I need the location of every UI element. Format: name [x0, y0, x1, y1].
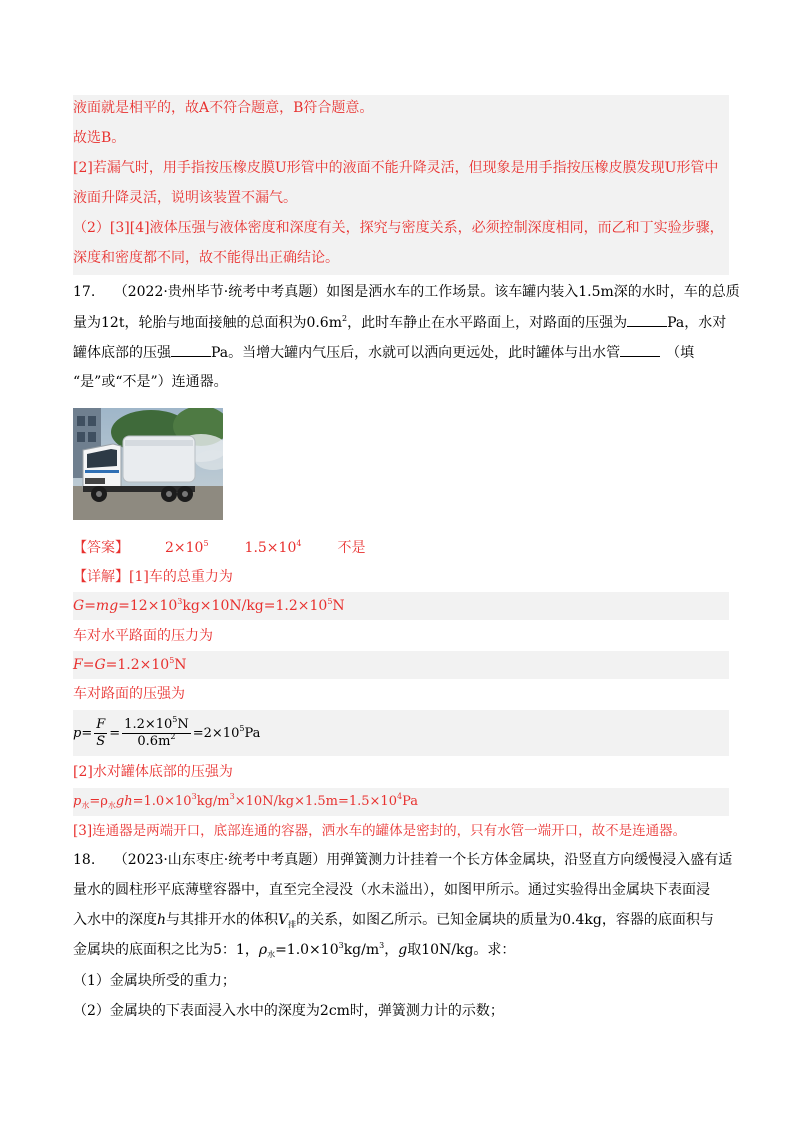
question-text: ，	[384, 942, 399, 958]
detail-line: 车对路面的压强为	[73, 686, 185, 702]
answer-value: 1.5×10	[244, 540, 297, 556]
question-text: ，此时车静止在水平路面上，对路面的压强为	[347, 315, 628, 331]
question-text: kg/m	[343, 942, 380, 958]
question-18-line	[73, 910, 714, 930]
answer-1	[165, 540, 209, 556]
fraction-numerator	[122, 717, 191, 734]
question-number: 18.	[73, 852, 96, 868]
solution-line: 液面就是相平的，故A不符合题意，B符合题意。	[73, 100, 374, 116]
superscript: 3	[177, 597, 183, 606]
formula-text: =12×10	[118, 598, 178, 614]
superscript: 5	[169, 656, 175, 665]
fraction-denominator: S	[96, 734, 106, 749]
answer-label: 【答案】	[73, 540, 129, 556]
formula-text: =	[82, 657, 95, 673]
fraction-denominator	[122, 734, 191, 750]
question-source: （2022·贵州毕节·统考中考真题）	[113, 284, 327, 300]
question-number: 17.	[73, 284, 96, 300]
formula-var: F	[73, 657, 83, 673]
formula-text: 1.2×10	[124, 717, 173, 732]
question-text: 取10N/kg。求：	[407, 942, 516, 958]
question-18-line	[73, 850, 732, 870]
formula-var: G	[73, 598, 85, 614]
formula-text: N	[174, 657, 187, 673]
solution-line: 液面升降灵活，说明该装置不漏气。	[73, 190, 297, 206]
superscript: 2	[170, 732, 176, 741]
question-text: Pa。当增大罐内气压后，水就可以洒向更远处，此时罐体与出水管	[211, 345, 621, 361]
detail-label: 【详解】	[73, 569, 129, 585]
fraction	[94, 717, 107, 750]
formula-var: g	[398, 942, 408, 958]
subscript: 水	[107, 801, 116, 810]
formula-var: p	[73, 794, 82, 809]
superscript: 4	[296, 539, 302, 548]
formula-text: =2×10	[192, 726, 240, 741]
answer-blank	[171, 342, 211, 357]
formula-var: V	[278, 912, 289, 928]
answer-blank	[627, 312, 667, 327]
formula-text: kg×10N/kg=1.2×10	[182, 598, 328, 614]
superscript: 5	[172, 715, 178, 724]
superscript: 5	[239, 724, 245, 733]
answer-3: 不是	[337, 540, 366, 556]
question-text: 金属块的底面积之比为5：1，	[73, 942, 259, 958]
superscript: 3	[379, 941, 385, 950]
formula-line	[73, 792, 418, 812]
question-18-line	[73, 940, 515, 960]
formula-var: mg	[95, 598, 119, 614]
answer-blank	[620, 342, 660, 357]
question-text: 的关系，如图乙所示。已知金属块的质量为0.4kg，容器的底面积与	[296, 912, 714, 928]
fraction	[122, 717, 191, 750]
detail-text: [1]车的总重力为	[129, 569, 233, 585]
formula-text: =1.0×10	[132, 794, 192, 809]
formula-line	[73, 655, 187, 675]
question-text: 量为12t，轮胎与地面接触的总面积为0.6m	[73, 315, 342, 331]
question-17-line	[73, 342, 694, 363]
superscript: 5	[203, 539, 209, 548]
superscript: 4	[396, 792, 403, 801]
solution-line: [2]若漏气时，用手指按压橡皮膜U形管中的液面不能升降灵活，但现象是用手指按压橡皮膜发现U形管中	[73, 160, 719, 176]
formula-var: p	[73, 726, 82, 741]
subscript: 水	[267, 950, 276, 959]
formula-text: N	[332, 598, 345, 614]
solution-line: 深度和密度都不同，故不能得出正确结论。	[73, 250, 339, 266]
formula-var: ρ	[258, 942, 268, 958]
formula-text: kg/m	[196, 794, 230, 809]
superscript: 5	[327, 597, 333, 606]
formula-text: =ρ	[89, 794, 108, 809]
water-truck-photo	[73, 408, 223, 520]
subscript: 排	[288, 920, 297, 929]
formula-text: =1.2×10	[105, 657, 170, 673]
question-text: =1.0×10	[275, 942, 339, 958]
answer-value: 2×10	[165, 540, 204, 556]
question-17-line: “是”或“不是”）连通器。	[73, 374, 228, 390]
superscript: 2	[341, 314, 348, 323]
question-text: 如图是洒水车的工作场景。该车罐内装入1.5m深的水时，车的总质	[326, 284, 740, 300]
formula-text: N	[177, 717, 189, 732]
solution-line: 故选B。	[73, 130, 126, 146]
superscript: 3	[191, 792, 197, 801]
formula-var: gh	[115, 794, 133, 809]
detail-line	[73, 567, 233, 587]
formula-line	[73, 596, 345, 616]
formula-var: G	[94, 657, 106, 673]
answer-line	[73, 538, 365, 558]
formula-text: =	[81, 726, 93, 741]
pressure-formula	[73, 714, 260, 754]
answer-2	[245, 540, 302, 556]
question-text: （填	[666, 345, 695, 361]
question-text: 罐体底部的压强	[73, 345, 171, 361]
detail-line: [2]水对罐体底部的压强为	[73, 764, 233, 780]
detail-line: 车对水平路面的压力为	[73, 628, 213, 644]
superscript: 3	[338, 941, 344, 950]
detail-line: [3]连通器是两端开口，底部连通的容器，洒水车的罐体是密封的，只有水管一端开口，故不是连通器。	[73, 823, 687, 839]
superscript: 3	[229, 792, 235, 801]
solution-line: （2）[3][4]液体压强与液体密度和深度有关，探究与密度关系，必须控制深度相同，而乙和丁实验步骤，	[73, 220, 724, 236]
formula-text: ×10N/kg×1.5m=1.5×10	[234, 794, 397, 809]
subscript: 水	[81, 801, 90, 810]
formula-text: =	[109, 726, 121, 741]
question-17-line	[73, 282, 740, 302]
formula-text: Pa	[402, 794, 418, 809]
question-text: 与其排开水的体积	[166, 912, 279, 928]
question-18-line: 量水的圆柱形平底薄壁容器中，直至完全浸没（水未溢出），如图甲所示。通过实验得出金属块下表面浸	[73, 882, 710, 898]
question-17-line	[73, 312, 726, 333]
formula-var: h	[157, 912, 167, 928]
question-18-subquestion: （1）金属块所受的重力；	[73, 973, 236, 989]
question-text: 入水中的深度	[73, 912, 157, 928]
formula-text: 0.6m	[137, 734, 171, 749]
question-source: （2023·山东枣庄·统考中考真题）	[113, 852, 327, 868]
question-text: Pa，水对	[667, 315, 727, 331]
question-text: 用弹簧测力计挂着一个长方体金属块，沿竖直方向缓慢浸入盛有适	[326, 852, 733, 868]
fraction-numerator: F	[96, 717, 106, 732]
formula-text: Pa	[244, 726, 261, 741]
question-18-subquestion: （2）金属块的下表面浸入水中的深度为2cm时，弹簧测力计的示数；	[73, 1003, 504, 1019]
formula-text: =	[84, 598, 96, 614]
